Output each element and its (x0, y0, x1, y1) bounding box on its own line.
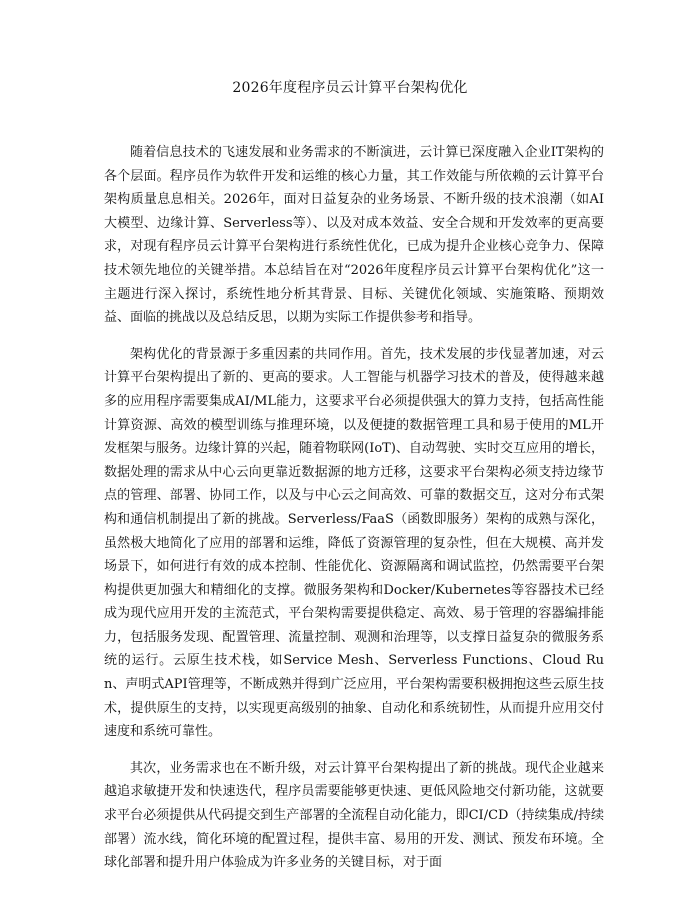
paragraph-intro: 随着信息技术的飞速发展和业务需求的不断演进，云计算已深度融入企业IT架构的各个层面。程序员作为软件开发和运维的核心力量，其工作效能与所依赖的云计算平台架构质量息息相关。2026年，面对日益复杂的业务场景、不断升级的技术浪潮（如AI大模型、边缘计算、Serverless等）、以及对成本效益、安全合规和开发效率的更高要求，对现有程序员云计算平台架构进行系统性优化，已成为提升企业核心竞争力、保障技术领先地位的关键举措。本总结旨在对“2026年度程序员云计算平台架构优化”这一主题进行深入探讨，系统性地分析其背景、目标、关键优化领域、实施策略、预期效益、面临的挑战以及总结反思，以期为实际工作提供参考和指导。 (104, 145, 604, 326)
document-title: 2026年度程序员云计算平台架构优化 (232, 80, 468, 96)
document-body (104, 141, 604, 888)
paragraph-business-needs: 其次，业务需求也在不断升级，对云计算平台架构提出了新的挑战。现代企业越来越追求敏捷开发和快速迭代，程序员需要能够更快速、更低风险地交付新功能，这就要求平台必须提供从代码提交到生产部署的全流程自动化能力，即CI/CD（持续集成/持续部署）流水线，简化环境的配置过程，提供丰富、易用的开发、测试、预发布环境。全球化部署和提升用户体验成为许多业务的关键目标，对于面 (104, 760, 604, 871)
paragraph-background: 架构优化的背景源于多重因素的共同作用。首先，技术发展的步伐显著加速，对云计算平台架构提出了新的、更高的要求。人工智能与机器学习技术的普及，使得越来越多的应用程序需要集成AI/ML能力，这要求平台必须提供强大的算力支持，包括高性能计算资源、高效的模型训练与推理环境，以及便捷的数据管理工具和易于使用的ML开发框架与服务。边缘计算的兴起，随着物联网(IoT)、自动驾驶、实时交互应用的增长，数据处理的需求从中心云向更靠近数据源的地方迁移，这要求平台架构必须支持边缘节点的管理、部署、协同工作，以及与中心云之间高效、可靠的数据交互，这对分布式架构和通信机制提出了新的挑战。Serverless/FaaS（函数即服务）架构的成熟与深化，虽然极大地简化了应用的部署和运维，降低了资源管理的复杂性，但在大规模、高并发场景下，如何进行有效的成本控制、性能优化、资源隔离和调试监控，仍然需要平台架构提供更加强大和精细化的支撑。微服务架构和Docker/Kubernetes等容器技术已经成为现代应用开发的主流范式，平台架构需要提供稳定、高效、易于管理的容器编排能力，包括服务发现、配置管理、流量控制、观测和治理等，以支撑日益复杂的微服务系统的运行。云原生技术栈，如Service Mesh、Serverless Functions、Cloud Run、声明式API管理等，不断成熟并得到广泛应用，平台架构需要积极拥抱这些云原生技术，提供原生的支持，以实现更高级别的抽象、自动化和系统韧性，从而提升应用交付速度和系统可靠性。 (104, 346, 604, 740)
